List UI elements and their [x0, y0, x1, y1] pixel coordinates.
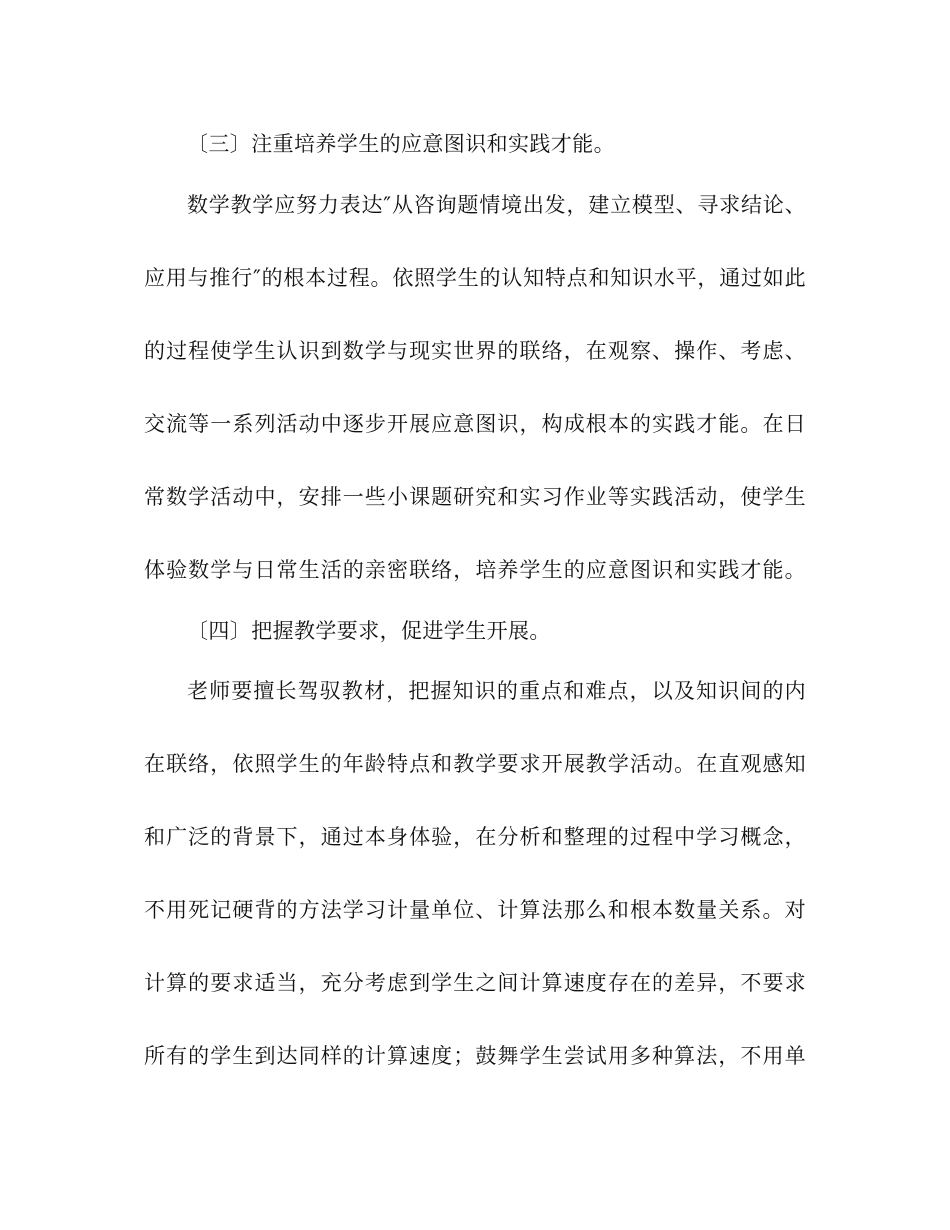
paragraph-line: 的过程使学生认识到数学与现实世界的联络，在观察、操作、考虑、	[144, 339, 806, 363]
paragraph-line: 不用死记硬背的方法学习计量单位、计算法那么和根本数量关系。对	[144, 898, 806, 922]
section-heading-3: 〔三〕注重培养学生的应意图识和实践才能。	[187, 132, 615, 156]
paragraph-line: 体验数学与日常生活的亲密联络，培养学生的应意图识和实践才能。	[144, 558, 806, 582]
paragraph-line: 在联络，依照学生的年龄特点和教学要求开展教学活动。在直观感知	[144, 752, 806, 776]
paragraph-line: 和广泛的背景下，通过本身体验，在分析和整理的过程中学习概念，	[144, 825, 806, 849]
paragraph-line: 数学教学应努力表达″从咨询题情境出发，建立模型、寻求结论、	[187, 193, 806, 217]
paragraph-line: 计算的要求适当，充分考虑到学生之间计算速度存在的差异，不要求	[144, 971, 806, 995]
paragraph-line: 老师要擅长驾驭教材，把握知识的重点和难点，以及知识间的内	[187, 679, 806, 703]
paragraph-line: 交流等一系列活动中逐步开展应意图识，构成根本的实践才能。在日	[144, 412, 806, 436]
paragraph-line: 所有的学生到达同样的计算速度；鼓舞学生尝试用多种算法，不用单	[144, 1044, 806, 1068]
section-heading-4: 〔四〕把握教学要求，促进学生开展。	[187, 619, 551, 643]
paragraph-line: 常数学活动中，安排一些小课题研究和实习作业等实践活动，使学生	[144, 485, 806, 509]
paragraph-line: 应用与推行″的根本过程。依照学生的认知特点和知识水平，通过如此	[144, 266, 806, 290]
